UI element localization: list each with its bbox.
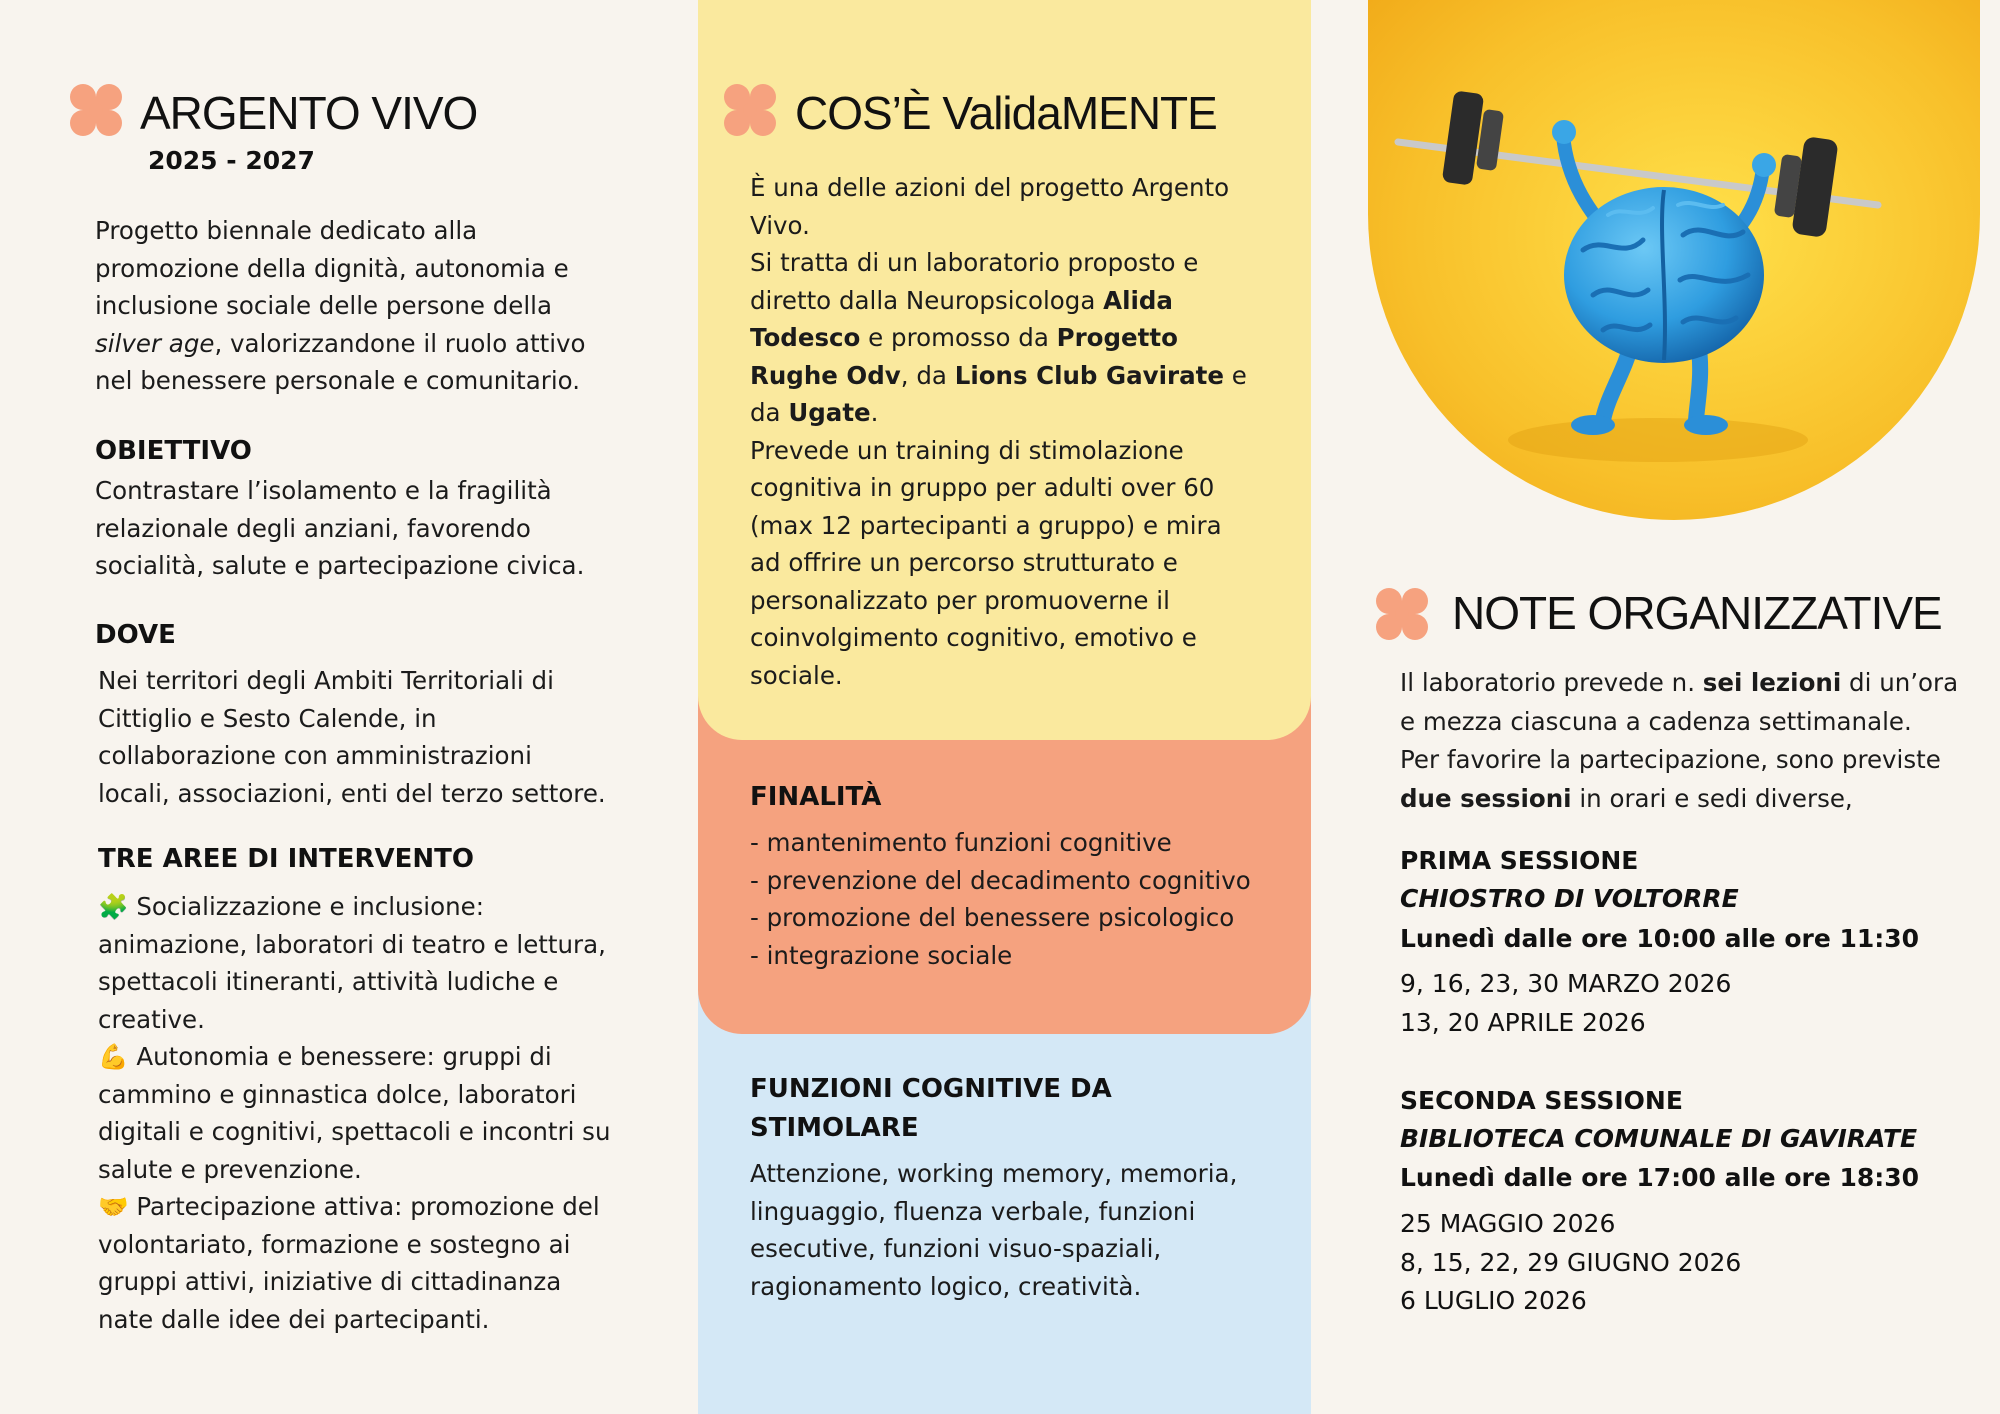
flower-icon: [70, 84, 122, 136]
flower-icon: [1376, 588, 1428, 640]
aree-line: 🧩 Socializzazione e inclusione:: [98, 892, 484, 921]
dove-heading: DOVE: [95, 620, 176, 650]
note-organizzative-title: NOTE ORGANIZZATIVE: [1452, 587, 1942, 639]
aree-line: 💪 Autonomia e benessere: gruppi di: [98, 1042, 552, 1071]
aree-heading: TRE AREE DI INTERVENTO: [98, 844, 475, 874]
list-item: - integrazione sociale: [750, 940, 1013, 970]
project-intro: Progetto biennale dedicato alla promozione della dignità, autonomia e inclusione sociale delle persone della silver age, valorizzandone il ruolo attivo nel benessere personale e comunitario.: [95, 216, 586, 395]
funzioni-heading: FUNZIONI COGNITIVE DA STIMOLARE: [750, 1074, 1112, 1143]
flower-icon: [724, 84, 776, 136]
list-item: - prevenzione del decadimento cognitivo: [750, 865, 1251, 895]
muscle-icon: 💪: [98, 1042, 129, 1071]
obiettivo-text: Contrastare l’isolamento e la fragilità relazionale degli anziani, favorendo socialità, salute e partecipazione civica.: [95, 476, 585, 580]
dove-text: Nei territori degli Ambiti Territoriali di Cittiglio e Sesto Calende, in collaborazione con amministrazioni locali, associazioni, enti del terzo settore.: [98, 666, 606, 808]
session2-dates: 25 MAGGIO 2026 8, 15, 22, 29 GIUGNO 2026 6 LUGLIO 2026: [1400, 1209, 1742, 1315]
argento-vivo-title: ARGENTO VIVO: [140, 87, 478, 139]
finalita-list: [750, 824, 1310, 974]
puzzle-icon: 🧩: [98, 892, 129, 921]
session1-title: PRIMA SESSIONE: [1400, 846, 1639, 875]
session1-place: CHIOSTRO DI VOLTORRE: [1400, 884, 1739, 913]
finalita-heading: FINALITÀ: [750, 782, 882, 812]
validamente-description: È una delle azioni del progetto Argento Vivo. Si tratta di un laboratorio proposto e diretto dalla Neuropsicologa Alida Todesco e promosso da Progetto Rughe Odv, da Lions Club Gavirate e da Ugate. Prevede un training di stimolazione cognitiva in gruppo per adulti over 60 (max 12 partecipanti a gruppo) e mira ad offrire un percorso strutturato e personalizzato per promuoverne il coinvolgimento cognitivo, emotivo e sociale.: [750, 173, 1247, 690]
validamente-title: COS’È ValidaMENTE: [795, 87, 1217, 139]
funzioni-text: Attenzione, working memory, memoria, linguaggio, fluenza verbale, funzioni esecutive, funzioni visuo-spaziali, ragionamento logico, creatività.: [750, 1159, 1238, 1301]
list-item: - promozione del benessere psicologico: [750, 903, 1235, 932]
session1-dates: 9, 16, 23, 30 MARZO 2026 13, 20 APRILE 2026: [1400, 969, 1732, 1037]
note-intro: Il laboratorio prevede n. sei lezioni di un’ora e mezza ciascuna a cadenza settimanale. Per favorire la partecipazione, sono previste due sessioni in orari e sedi diverse,: [1400, 668, 1959, 813]
handshake-icon: 🤝: [98, 1192, 129, 1221]
session1-time: Lunedì dalle ore 10:00 alle ore 11:30: [1400, 924, 1920, 953]
project-years: 2025 - 2027: [148, 146, 315, 175]
list-item: - mantenimento funzioni cognitive: [750, 828, 1172, 857]
session2-place: BIBLIOTECA COMUNALE DI GAVIRATE: [1400, 1124, 1918, 1153]
aree-list: 🧩 Socializzazione e inclusione: animazione, laboratori di teatro e lettura, spettacoli itineranti, attività ludiche e creative. 💪 Autonomia e benessere: gruppi di cammino e ginnastica dolce, laboratori digitali e cognitivi, spettacoli e incontri su salute e prevenzione. 🤝 Partecipazione attiva: promozione del volontariato, formazione e sostegno ai gruppi attivi, iniziative di cittadinanza nate dalle idee dei partecipanti.: [98, 888, 693, 1338]
obiettivo-heading: OBIETTIVO: [95, 436, 252, 466]
brain-weightlifting-illustration: [1368, 0, 1980, 520]
aree-line: 🤝 Partecipazione attiva: promozione del: [98, 1192, 600, 1221]
session2-title: SECONDA SESSIONE: [1400, 1086, 1683, 1115]
session2-time: Lunedì dalle ore 17:00 alle ore 18:30: [1400, 1163, 1920, 1192]
